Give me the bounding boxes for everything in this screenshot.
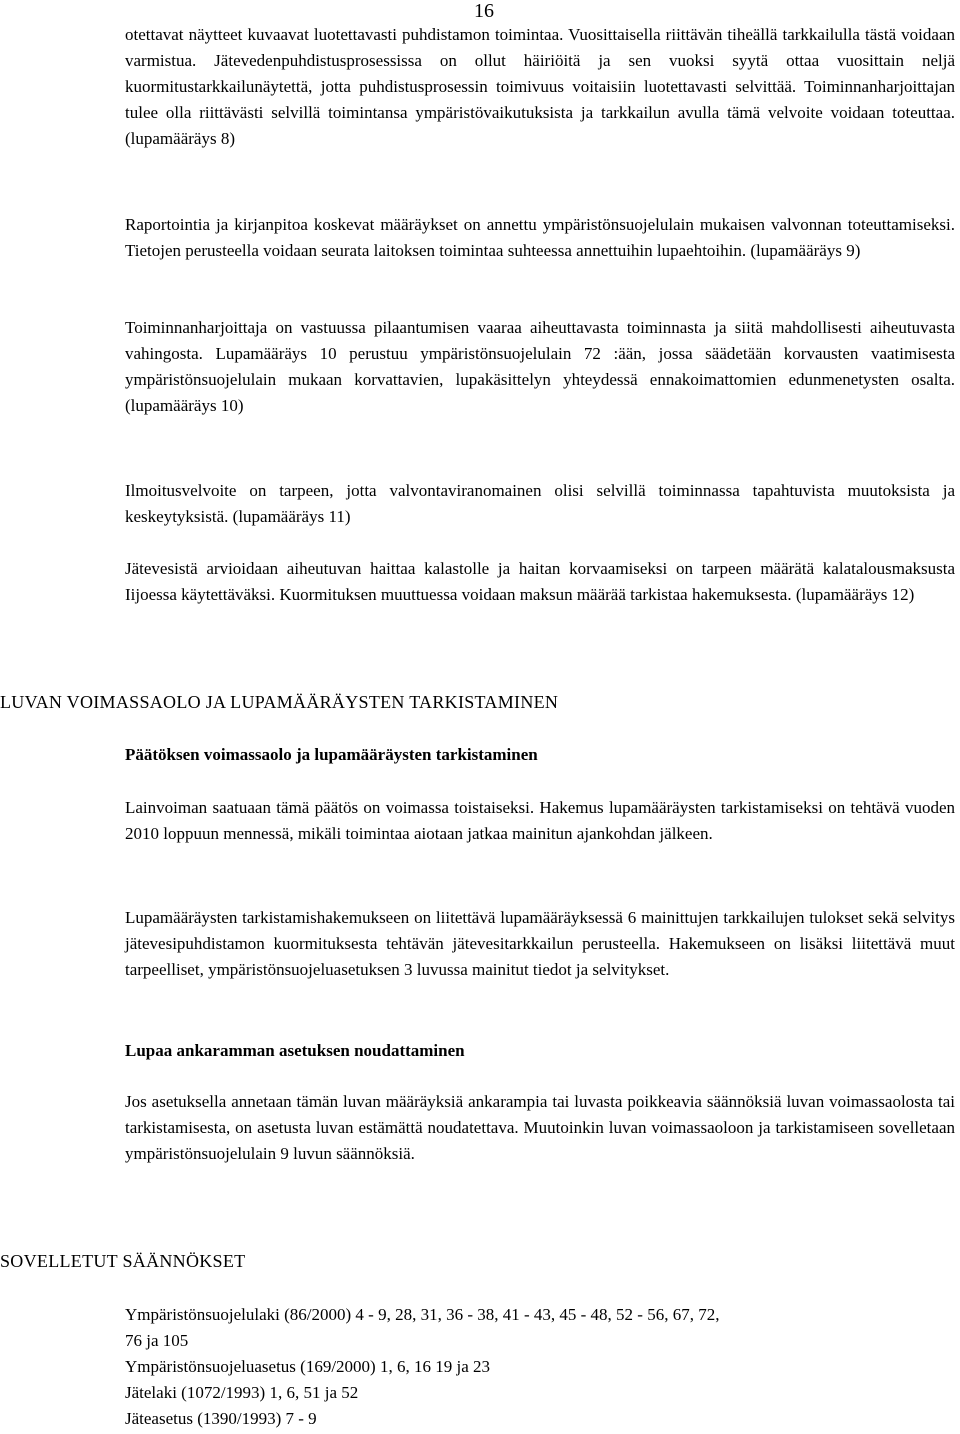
applied-provisions-list — [125, 1302, 955, 1432]
law-line: Ympäristönsuojelulaki (86/2000) 4 - 9, 28, 31, 36 - 38, 41 - 43, 45 - 48, 52 - 56, 67, 72, — [125, 1305, 720, 1324]
paragraph-liability: Toiminnanharjoittaja on vastuussa pilaantumisen vaaraa aiheuttavasta toiminnasta ja siitä mahdollisesti aiheutuvasta vahingosta. Lupamääräys 10 perustuu ympäristönsuojelulain 72 :ään, jossa säädetään korvausten vaatimisesta ympäristönsuojelulain mukaan korvattavien, lupakäsittelyn yhteydessä ennakoimattomien edunmenetysten osalta. (lupamääräys 10) — [125, 318, 955, 415]
law-line: Ympäristönsuojeluasetus (169/2000) 1, 6, 16 19 ja 23 — [125, 1357, 490, 1376]
page-number: 16 — [474, 0, 494, 22]
section-heading-validity: LUVAN VOIMASSAOLO JA LUPAMÄÄRÄYSTEN TARKISTAMINEN — [0, 692, 559, 712]
paragraph-stricter-decree: Jos asetuksella annetaan tämän luvan määräyksiä ankarampia tai luvasta poikkeavia säännöksiä luvan voimassaolosta tai tarkistamisesta, on asetusta luvan estämättä noudatettava. Muutoinkin luvan voimassaoloon ja tarkistamiseen sovelletaan ympäristönsuojelulain 9 luvun säännöksiä. — [125, 1092, 955, 1163]
law-line: 76 ja 105 — [125, 1331, 189, 1350]
paragraph-notification: Ilmoitusvelvoite on tarpeen, jotta valvontaviranomainen olisi selvillä toiminnassa tapahtuvista muutoksista ja keskeytyksistä. (lupamääräys 11) — [125, 481, 955, 526]
law-line: Jäteasetus (1390/1993) 7 - 9 — [125, 1409, 317, 1428]
subheading-stricter-decree: Lupaa ankaramman asetuksen noudattaminen — [125, 1041, 465, 1060]
paragraph-reporting: Raportointia ja kirjanpitoa koskevat määräykset on annettu ympäristönsuojelulain mukaisen valvonnan toteuttamiseksi. Tietojen perusteella voidaan seurata laitoksen toimintaa suhteessa annettuihin lupaehtoihin. (lupamääräys 9) — [125, 215, 955, 260]
paragraph-review-application: Lupamääräysten tarkistamishakemukseen on liitettävä lupamääräyksessä 6 mainittujen tarkkailujen tulokset sekä selvitys jätevesipuhdistamon kuormituksesta tehtävän jätevesitarkkailun perusteella. Hakemukseen on lisäksi liitettävä muut tarpeelliset, ympäristönsuojeluasetuksen 3 luvussa mainitut tiedot ja selvitykset. — [125, 908, 955, 979]
section-heading-applied-provisions: SOVELLETUT SÄÄNNÖKSET — [0, 1251, 246, 1271]
paragraph-validity: Lainvoiman saatuaan tämä päätös on voimassa toistaiseksi. Hakemus lupamääräysten tarkistamiseksi on tehtävä vuoden 2010 loppuun mennessä, mikäli toimintaa aiotaan jatkaa mainitun ajankohdan jälkeen. — [125, 798, 955, 843]
law-line: Jätelaki (1072/1993) 1, 6, 51 ja 52 — [125, 1383, 359, 1402]
subheading-decision-validity: Päätöksen voimassaolo ja lupamääräysten tarkistaminen — [125, 745, 538, 764]
paragraph-fishery-fee: Jätevesistä arvioidaan aiheutuvan haittaa kalastolle ja haitan korvaamiseksi on tarpeen määrätä kalatalousmaksusta Iijoessa käytettäväksi. Kuormituksen muuttuessa voidaan maksun määrää tarkistaa hakemuksesta. (lupamääräys 12) — [125, 559, 955, 604]
paragraph-sampling: otettavat näytteet kuvaavat luotettavasti puhdistamon toimintaa. Vuosittaisella riittävän tiheällä tarkkailulla tästä voidaan varmistua. Jätevedenpuhdistusprosessissa on ollut häiriöitä ja sen vuoksi syytä ottaa vuosittain neljä kuormitustarkkailunäytettä, jotta puhdistusprosessin toimivuus voitaisiin luotettavasti selvittää. Toiminnanharjoittajan tulee olla riittävästi selvillä toimintansa ympäristövaikutuksista ja tarkkailun avulla tämä velvoite voidaan toteuttaa. (lupamääräys 8) — [125, 25, 955, 148]
